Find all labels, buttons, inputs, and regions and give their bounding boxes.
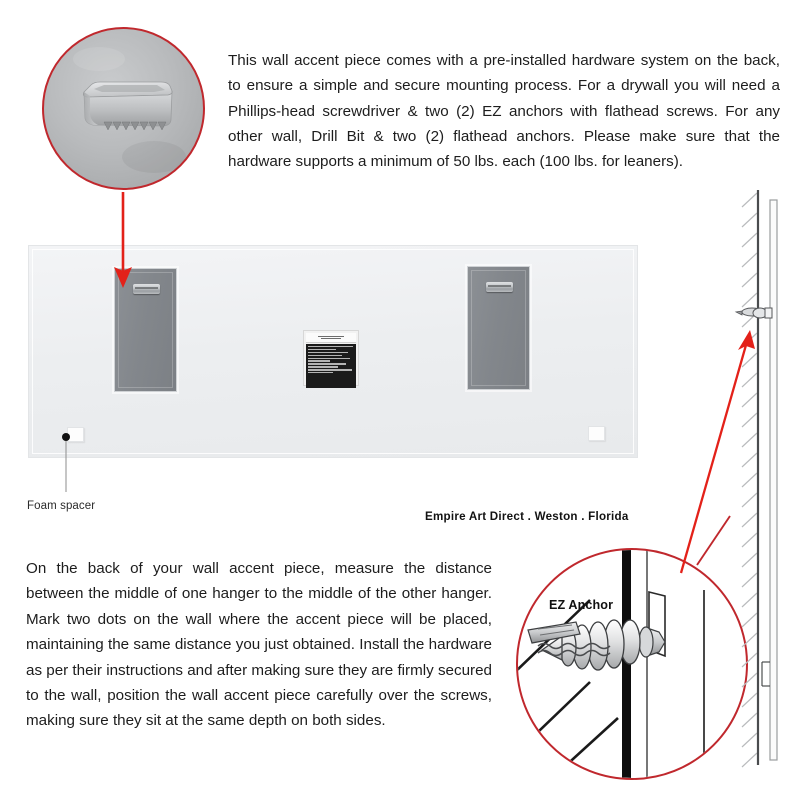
foam-spacer-left	[67, 427, 84, 442]
ez-anchor-detail-circle	[516, 548, 748, 780]
label-header	[306, 333, 356, 343]
foam-spacer-label: Foam spacer	[27, 500, 96, 512]
art-piece-edge	[770, 200, 777, 760]
hanger-bracket-icon	[486, 282, 513, 292]
hanger-bracket-icon	[133, 284, 160, 294]
brand-footer: Empire Art Direct . Weston . Florida	[425, 510, 629, 523]
label-body	[306, 344, 356, 388]
art-panel	[28, 245, 638, 458]
product-spec-label	[303, 330, 359, 386]
hanger-plate-right	[467, 266, 530, 390]
wall-anchor-icon	[736, 308, 772, 318]
top-instruction-paragraph: This wall accent piece comes with a pre-installed hardware system on the back, to ensure a simple and secure mounting process. For a drywall you will need a Phillips-head screwdriver & two (2) EZ anchors with flathead screws. For any other wall, Drill Bit & two (2) flathead anchors. Please make sure that the hardware supports a minimum of 50 lbs. each (100 lbs. for leaners).	[228, 52, 780, 171]
foam-spacer-right	[588, 426, 605, 441]
hanger-photo-illustration	[44, 29, 203, 188]
ez-anchor-illustration	[518, 550, 746, 778]
ez-anchor-label: EZ Anchor	[549, 598, 614, 612]
hanger-plate-left	[114, 268, 177, 392]
hanger-detail-circle	[42, 27, 205, 190]
bottom-instruction-paragraph: On the back of your wall accent piece, measure the distance between the middle of one hanger to the middle of the other hanger. Mark two dots on the wall where the accent piece will be placed, maintaining the same distance you just obtained. Install the hardware as per their instructions and after making sure they are firmly secured to the wall, position the wall accent piece carefully over the screws, making sure they sit at the same depth on both sides.	[26, 560, 492, 730]
lower-bracket	[762, 662, 770, 686]
